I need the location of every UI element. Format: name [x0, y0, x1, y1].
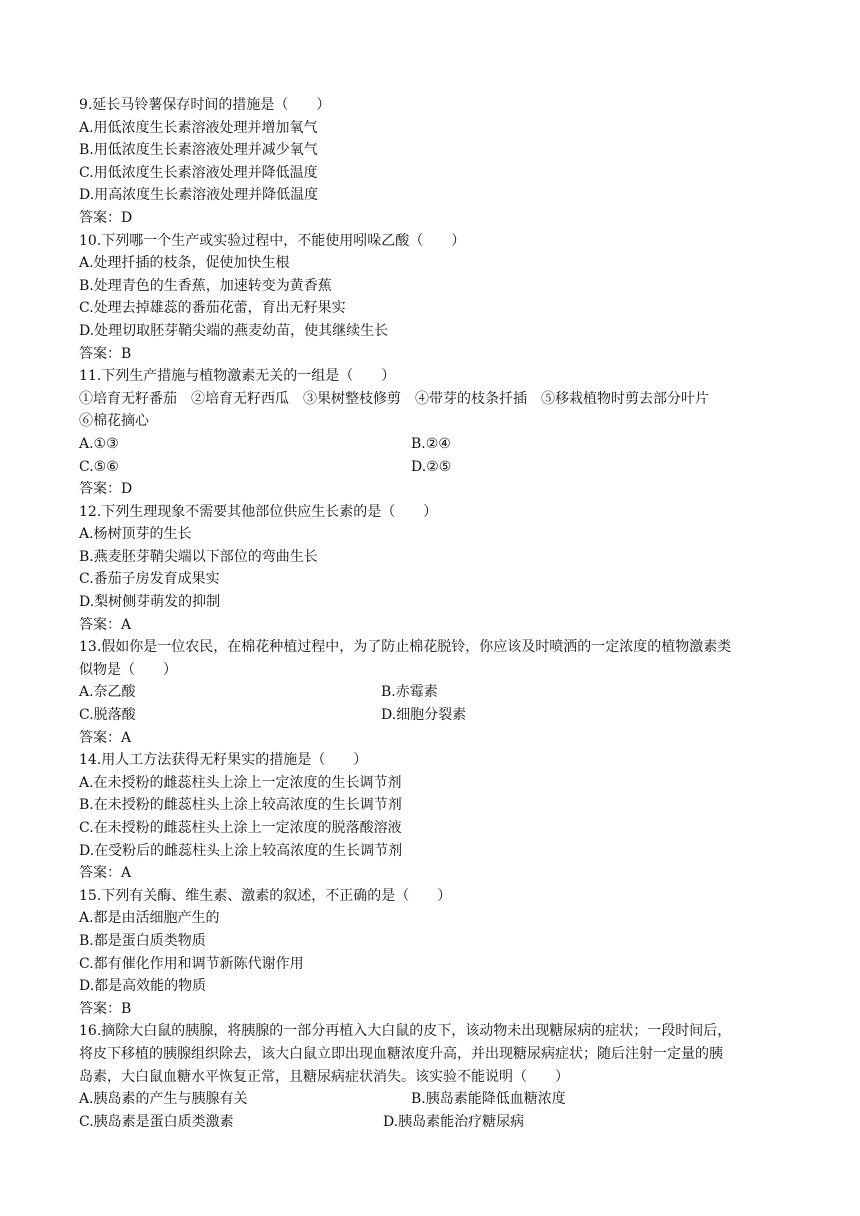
question-10-stem: 10.下列哪一个生产或实验过程中，不能使用吲哚乙酸（ ）	[79, 232, 466, 249]
question-9-option-c: C.用低浓度生长素溶液处理并降低温度	[79, 164, 318, 181]
question-11-option-d: D.②⑤	[411, 458, 452, 475]
question-13-option-a: A.奈乙酸	[79, 684, 136, 701]
question-14-option-c: C.在未授粉的雌蕊柱头上涂上一定浓度的脱落酸溶液	[79, 820, 402, 836]
question-13-option-b: B.赤霉素	[381, 684, 438, 701]
question-12-option-d: D.梨树侧芽萌发的抑制	[79, 594, 221, 611]
question-9-option-b: B.用低浓度生长素溶液处理并减少氧气	[79, 142, 318, 159]
question-16-stem-line-1: 16.摘除大白鼠的胰腺，将胰腺的一部分再植入大白鼠的皮下，该动物未出现糖尿病的症状；一段时间后，	[79, 1023, 732, 1040]
question-10-option-b: B.处理青色的生香蕉，加速转变为黄香蕉	[79, 277, 332, 294]
question-15-stem: 15.下列有关酶、维生素、激素的叙述，不正确的是（ ）	[79, 887, 452, 904]
question-16-stem-line-2: 将皮下移植的胰腺组织除去，该大白鼠立即出现血糖浓度升高，并出现糖尿病症状；随后注射一定量的胰	[79, 1045, 723, 1062]
question-9-stem: 9.延长马铃薯保存时间的措施是（ ）	[79, 97, 331, 113]
question-15-option-b: B.都是蛋白质类物质	[79, 932, 206, 949]
question-16-options-row-1	[79, 1088, 784, 1111]
question-11-stem: 11.下列生产措施与植物激素无关的一组是（ ）	[79, 368, 396, 385]
question-11-items-line-1: ①培育无籽番茄 ②培育无籽西瓜 ③果树整枝修剪 ④带芽的枝条扦插 ⑤移栽植物时剪去部分叶片	[79, 390, 709, 407]
question-12-option-b: B.燕麦胚芽鞘尖端以下部位的弯曲生长	[79, 548, 318, 565]
question-13-answer: 答案：A	[79, 729, 132, 746]
question-16-option-c: C.胰岛素是蛋白质类激素	[79, 1113, 234, 1130]
question-14-stem: 14.用人工方法获得无籽果实的措施是（ ）	[79, 752, 368, 769]
question-11-items-line-2: ⑥棉花摘心	[79, 413, 149, 430]
question-15-option-c: C.都有催化作用和调节新陈代谢作用	[79, 955, 304, 972]
question-12-option-c: C.番茄子房发育成果实	[79, 571, 220, 588]
question-16-option-b: B.胰岛素能降低血糖浓度	[411, 1091, 566, 1108]
question-13-option-d: D.细胞分裂素	[381, 707, 467, 724]
question-15-answer: 答案：B	[79, 1000, 132, 1017]
question-10-option-a: A.处理扦插的枝条，促使加快生根	[79, 255, 290, 272]
question-13-stem-line-1: 13.假如你是一位农民，在棉花种植过程中，为了防止棉花脱铃，你应该及时喷洒的一定浓度的植物激素类	[79, 639, 732, 656]
question-15-option-a: A.都是由活细胞产生的	[79, 910, 220, 927]
question-14-option-a: A.在未授粉的雌蕊柱头上涂上一定浓度的生长调节剂	[79, 774, 402, 791]
question-13-option-c: C.脱落酸	[79, 707, 136, 724]
question-14-option-d: D.在受粉后的雌蕊柱头上涂上较高浓度的生长调节剂	[79, 842, 403, 859]
question-9-answer: 答案：D	[79, 209, 133, 226]
question-9-option-a: A.用低浓度生长素溶液处理并增加氧气	[79, 119, 318, 136]
question-12-option-a: A.杨树顶芽的生长	[79, 526, 192, 543]
question-11-option-b: B.②④	[411, 435, 451, 452]
question-16-options-row-2	[79, 1111, 784, 1134]
question-13-options-row-2	[79, 704, 784, 727]
question-14-answer: 答案：A	[79, 865, 132, 882]
question-16-option-d: D.胰岛素能治疗糖尿病	[383, 1113, 525, 1130]
question-11-option-a: A.①③	[79, 435, 119, 452]
question-11-options-row-1	[79, 433, 784, 456]
question-10-option-d: D.处理切取胚芽鞘尖端的燕麦幼苗，使其继续生长	[79, 322, 389, 339]
question-16-option-a: A.胰岛素的产生与胰腺有关	[79, 1091, 248, 1108]
question-12-stem: 12.下列生理现象不需要其他部位供应生长素的是（ ）	[79, 503, 438, 520]
question-16-stem-line-3: 岛素，大白鼠血糖水平恢复正常，且糖尿病症状消失。该实验不能说明（ ）	[79, 1068, 569, 1085]
question-14-option-b: B.在未授粉的雌蕊柱头上涂上较高浓度的生长调节剂	[79, 797, 402, 814]
question-9-option-d: D.用高浓度生长素溶液处理并降低温度	[79, 187, 319, 204]
question-10-option-c: C.处理去掉雄蕊的番茄花蕾，育出无籽果实	[79, 300, 346, 317]
question-10-answer: 答案：B	[79, 345, 132, 362]
question-13-stem-line-2: 似物是（ ）	[79, 661, 177, 678]
question-11-options-row-2	[79, 456, 784, 479]
question-11-answer: 答案：D	[79, 481, 133, 498]
exam-page	[79, 94, 784, 1133]
question-13-options-row-1	[79, 681, 784, 704]
question-15-option-d: D.都是高效能的物质	[79, 978, 207, 995]
question-12-answer: 答案：A	[79, 616, 132, 633]
question-11-option-c: C.⑤⑥	[79, 458, 119, 475]
